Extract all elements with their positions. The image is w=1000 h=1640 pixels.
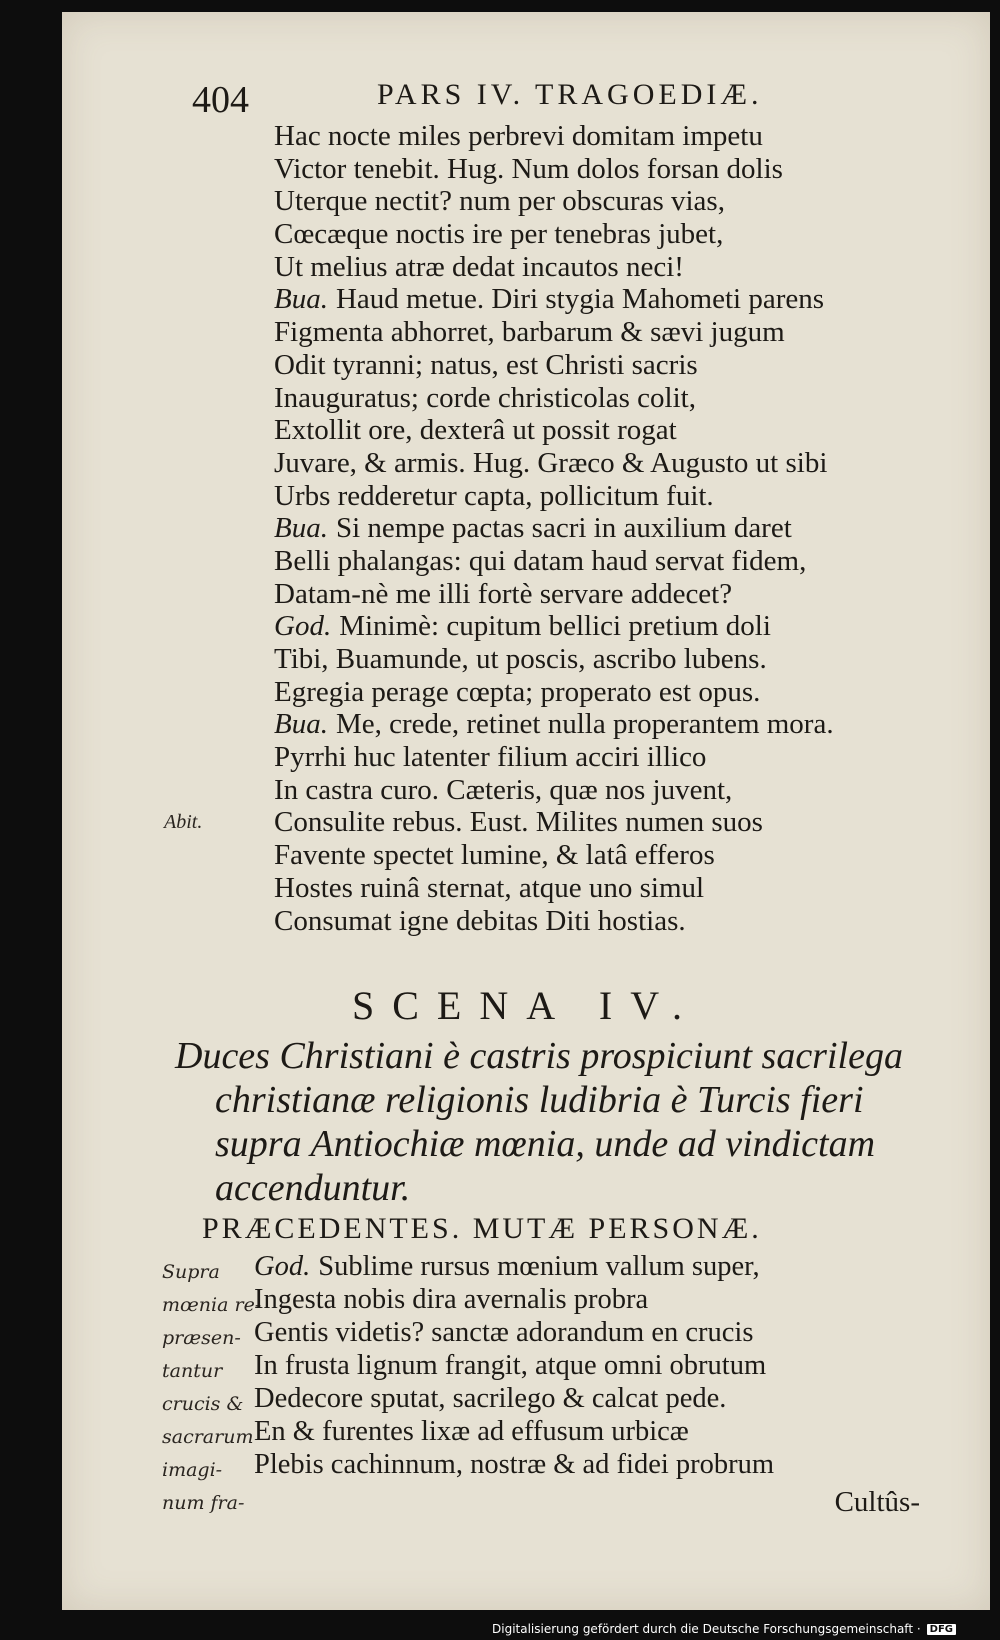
verse-text: Cœcæque noctis ire per tenebras jubet, (274, 218, 724, 251)
verse-text: Haud metue. Diri stygia Mahometi parens (335, 283, 825, 316)
verse-line (164, 806, 994, 839)
verse-line (274, 643, 994, 676)
verse-line (254, 1415, 994, 1448)
verse-text: Consumat igne debitas Diti hostias. (274, 904, 686, 937)
verse-line (274, 872, 994, 905)
margin-note-line: num fra- (162, 1492, 245, 1514)
verse-line (274, 578, 994, 611)
verse-text: Belli phalangas: qui datam haud servat fidem, (274, 544, 807, 577)
verse-text: Ut melius atræ dedat incautos neci! (274, 250, 684, 283)
digitization-footer (492, 1622, 956, 1636)
verse-text: Favente spectet lumine, & latâ efferos (274, 839, 715, 872)
verse-line (274, 349, 994, 382)
margin-note-line: præsen- (162, 1327, 241, 1349)
verse-text: Si nempe pactas sacri in auxilium daret (335, 512, 792, 545)
verse-line (274, 839, 994, 872)
verse-text: Ingesta nobis dira avernalis probra (254, 1284, 649, 1315)
verse-text: Me, crede, retinet nulla properantem mora. (335, 708, 834, 741)
verse-line (274, 382, 994, 415)
page-number: 404 (192, 79, 249, 121)
verse-text: En & furentes lixæ ad effusum urbicæ (254, 1416, 689, 1447)
verse-line (274, 218, 994, 251)
speaker-label: God. (274, 610, 332, 643)
verse-line (274, 480, 994, 513)
verse-text: Figmenta abhorret, barbarum & sævi jugum (274, 316, 785, 349)
verse-text: Dedecore sputat, sacrilego & calcat pede. (254, 1383, 727, 1414)
scene-title: SCENA IV. (352, 983, 700, 1028)
stage-direction-margin (162, 1256, 262, 1520)
verse-line (274, 414, 994, 447)
margin-note-line: sacrarum (162, 1426, 254, 1448)
verse-line (254, 1448, 994, 1481)
verse-line (274, 905, 994, 938)
verse-line (274, 708, 994, 741)
verse-text: Consulite rebus. Eust. Milites numen suos (274, 806, 763, 839)
verse-text: Urbs redderetur capta, pollicitum fuit. (274, 479, 714, 512)
speaker-label: Bua. (274, 512, 328, 545)
marginal-stage-direction: Abit. (164, 811, 203, 834)
verse-line (274, 251, 994, 284)
speaker-label: Bua. (274, 708, 328, 741)
verse-line (274, 610, 994, 643)
argument-line: accenduntur. (215, 1167, 411, 1209)
verse-line (274, 545, 994, 578)
speaker-label: God. (254, 1251, 311, 1282)
verse-text: Uterque nectit? num per obscuras vias, (274, 185, 725, 218)
argument-line: christianæ religionis ludibria è Turcis fieri (215, 1079, 864, 1121)
verse-text: Victor tenebit. Hug. Num dolos forsan dolis (274, 152, 783, 185)
verse-line (274, 774, 994, 807)
margin-note-line: mœnia re- (162, 1294, 262, 1316)
verse-text: Datam-nè me illi fortè servare addecet? (274, 577, 733, 610)
verse-text: Pyrrhi huc latenter filium acciri illico (274, 741, 707, 774)
verse-text: In frusta lignum frangit, atque omni obrutum (254, 1350, 767, 1381)
verse-text: Hostes ruinâ sternat, atque uno simul (274, 871, 705, 904)
verse-line (274, 447, 994, 480)
margin-note-line: imagi- (162, 1459, 223, 1481)
running-head: PARS IV. TRAGOEDIÆ. (377, 78, 763, 111)
verse-line (274, 283, 994, 316)
catchword: Cultûs- (834, 1486, 920, 1518)
verse-text: Plebis cachinnum, nostræ & ad fidei probrum (254, 1449, 775, 1480)
verse-text: Gentis videtis? sanctæ adorandum en crucis (254, 1317, 754, 1348)
verse-line (254, 1283, 994, 1316)
verse-line (274, 741, 994, 774)
verse-text: Egregia perage cœpta; properato est opus. (274, 675, 761, 708)
verse-line (274, 185, 994, 218)
verse-text: Minimè: cupitum bellici pretium doli (339, 610, 771, 643)
footer-text: Digitalisierung gefördert durch die Deutsche Forschungsgemeinschaft · (492, 1622, 921, 1636)
verse-text: Sublime rursus mœnium vallum super, (318, 1251, 760, 1282)
verse-line (254, 1382, 994, 1415)
verse-text: Extollit ore, dexterâ ut possit rogat (274, 414, 677, 447)
speaker-label: Bua. (274, 283, 328, 316)
book-page (62, 12, 990, 1610)
dfg-logo: DFG (927, 1624, 956, 1635)
margin-note-line: Supra (162, 1261, 220, 1283)
scene-argument (175, 1034, 935, 1210)
argument-line: supra Antiochiæ mœnia, unde ad vindictam (215, 1123, 876, 1165)
verse-line (254, 1349, 994, 1382)
verse-line (254, 1250, 994, 1283)
verse-block-1 (164, 120, 994, 937)
verse-text: Hac nocte miles perbrevi domitam impetu (274, 120, 763, 152)
verse-line (274, 676, 994, 709)
verse-line (274, 153, 994, 186)
verse-text: Odit tyranni; natus, est Christi sacris (274, 348, 698, 381)
verse-line (274, 120, 994, 153)
verse-text: Inauguratus; corde christicolas colit, (274, 381, 696, 414)
verse-text: In castra curo. Cæteris, quæ nos juvent, (274, 773, 733, 806)
verse-line (254, 1316, 994, 1349)
dramatis-personae: PRÆCEDENTES. MUTÆ PERSONÆ. (202, 1212, 762, 1245)
verse-line (274, 316, 994, 349)
verse-block-2 (254, 1250, 994, 1481)
margin-note-line: tantur (162, 1360, 223, 1382)
verse-line (274, 512, 994, 545)
argument-line: Duces Christiani è castris prospiciunt sacrilega (175, 1035, 903, 1077)
verse-text: Juvare, & armis. Hug. Græco & Augusto ut sibi (274, 446, 828, 479)
verse-text: Tibi, Buamunde, ut poscis, ascribo lubens. (274, 643, 767, 675)
margin-note-line: crucis & (162, 1393, 244, 1415)
